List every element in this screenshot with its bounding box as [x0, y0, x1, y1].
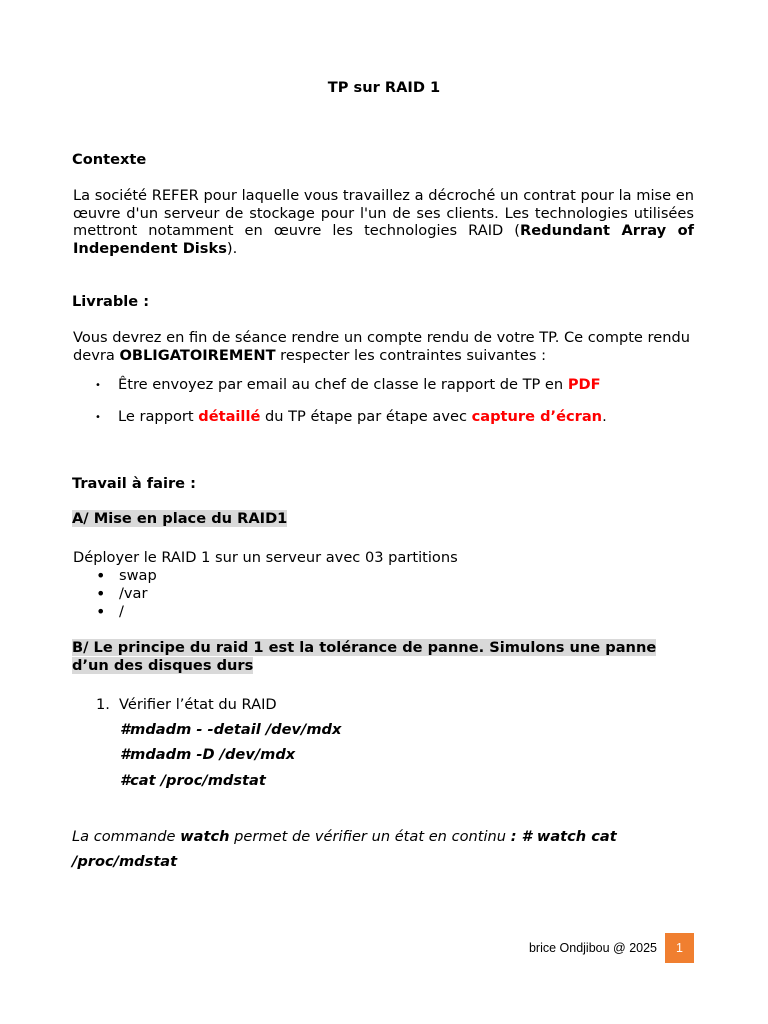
section-b-heading: B/ Le principe du raid 1 est la tolérance de panne. Simulons une panne d’un des disques durs [72, 639, 657, 674]
livrable-intro: Vous devrez en fin de séance rendre un compte rendu de votre TP. Ce compte rendu devra [73, 329, 690, 364]
page-number-badge: 1 [665, 933, 694, 963]
livrable-intro-end: respecter les contraintes suivantes : [275, 346, 547, 364]
livrable-obligatoire: OBLIGATOIREMENT [119, 346, 276, 364]
bullet-icon: • [95, 412, 101, 423]
partition-item: /var [119, 585, 148, 602]
step-number: 1. [96, 696, 110, 713]
bullet-icon: • [95, 380, 101, 391]
command-line: #mdadm -D /dev/mdx [120, 746, 296, 763]
livrable-item-pdf: Être envoyez par email au chef de classe le rapport de TP en PDF [118, 376, 601, 393]
section-a-heading: A/ Mise en place du RAID1 [72, 510, 288, 527]
heading-contexte: Contexte [72, 151, 147, 168]
heading-travail: Travail à faire : [72, 475, 196, 492]
livrable-paragraph [73, 329, 694, 364]
raid-acronym-expansion: Redundant Array of Independent Disks [73, 222, 694, 257]
footer-author: brice Ondjibou @ 2025 [528, 941, 657, 955]
watch-keyword: watch [180, 828, 230, 845]
partition-item: / [119, 603, 124, 620]
detaille-highlight: détaillé [198, 408, 261, 425]
capture-highlight: capture d’écran [471, 408, 603, 425]
livrable-item-rapport: Le rapport détaillé du TP étape par étape avec capture d’écran. [118, 408, 607, 425]
watch-command: : # watch cat /proc/mdstat [72, 828, 617, 870]
partition-item: swap [119, 567, 157, 584]
document-title: TP sur RAID 1 [327, 79, 441, 96]
command-line: #mdadm - -detail /dev/mdx [120, 721, 342, 738]
step-text: Vérifier l’état du RAID [119, 696, 277, 713]
contexte-text-end: ). [226, 239, 238, 257]
watch-paragraph: La commande watch permet de vérifier un état en continu : # watch cat /proc/mdstat [72, 828, 617, 870]
bullet-icon: • [96, 584, 106, 603]
command-line: #cat /proc/mdstat [120, 772, 266, 789]
bullet-icon: • [96, 602, 106, 621]
contexte-paragraph [73, 187, 694, 257]
contexte-text: La société REFER pour laquelle vous travaillez a décroché un contrat pour la mise en œuvre d'un serveur de stockage pour l'un de ses clients. Les technologies utilisées mettront notamment en œuvre les technologies RAID ( [73, 187, 694, 240]
bullet-icon: • [96, 566, 106, 585]
heading-livrable: Livrable : [72, 293, 150, 310]
pdf-highlight: PDF [567, 376, 601, 393]
deploy-instruction: Déployer le RAID 1 sur un serveur avec 03 partitions [73, 549, 458, 566]
